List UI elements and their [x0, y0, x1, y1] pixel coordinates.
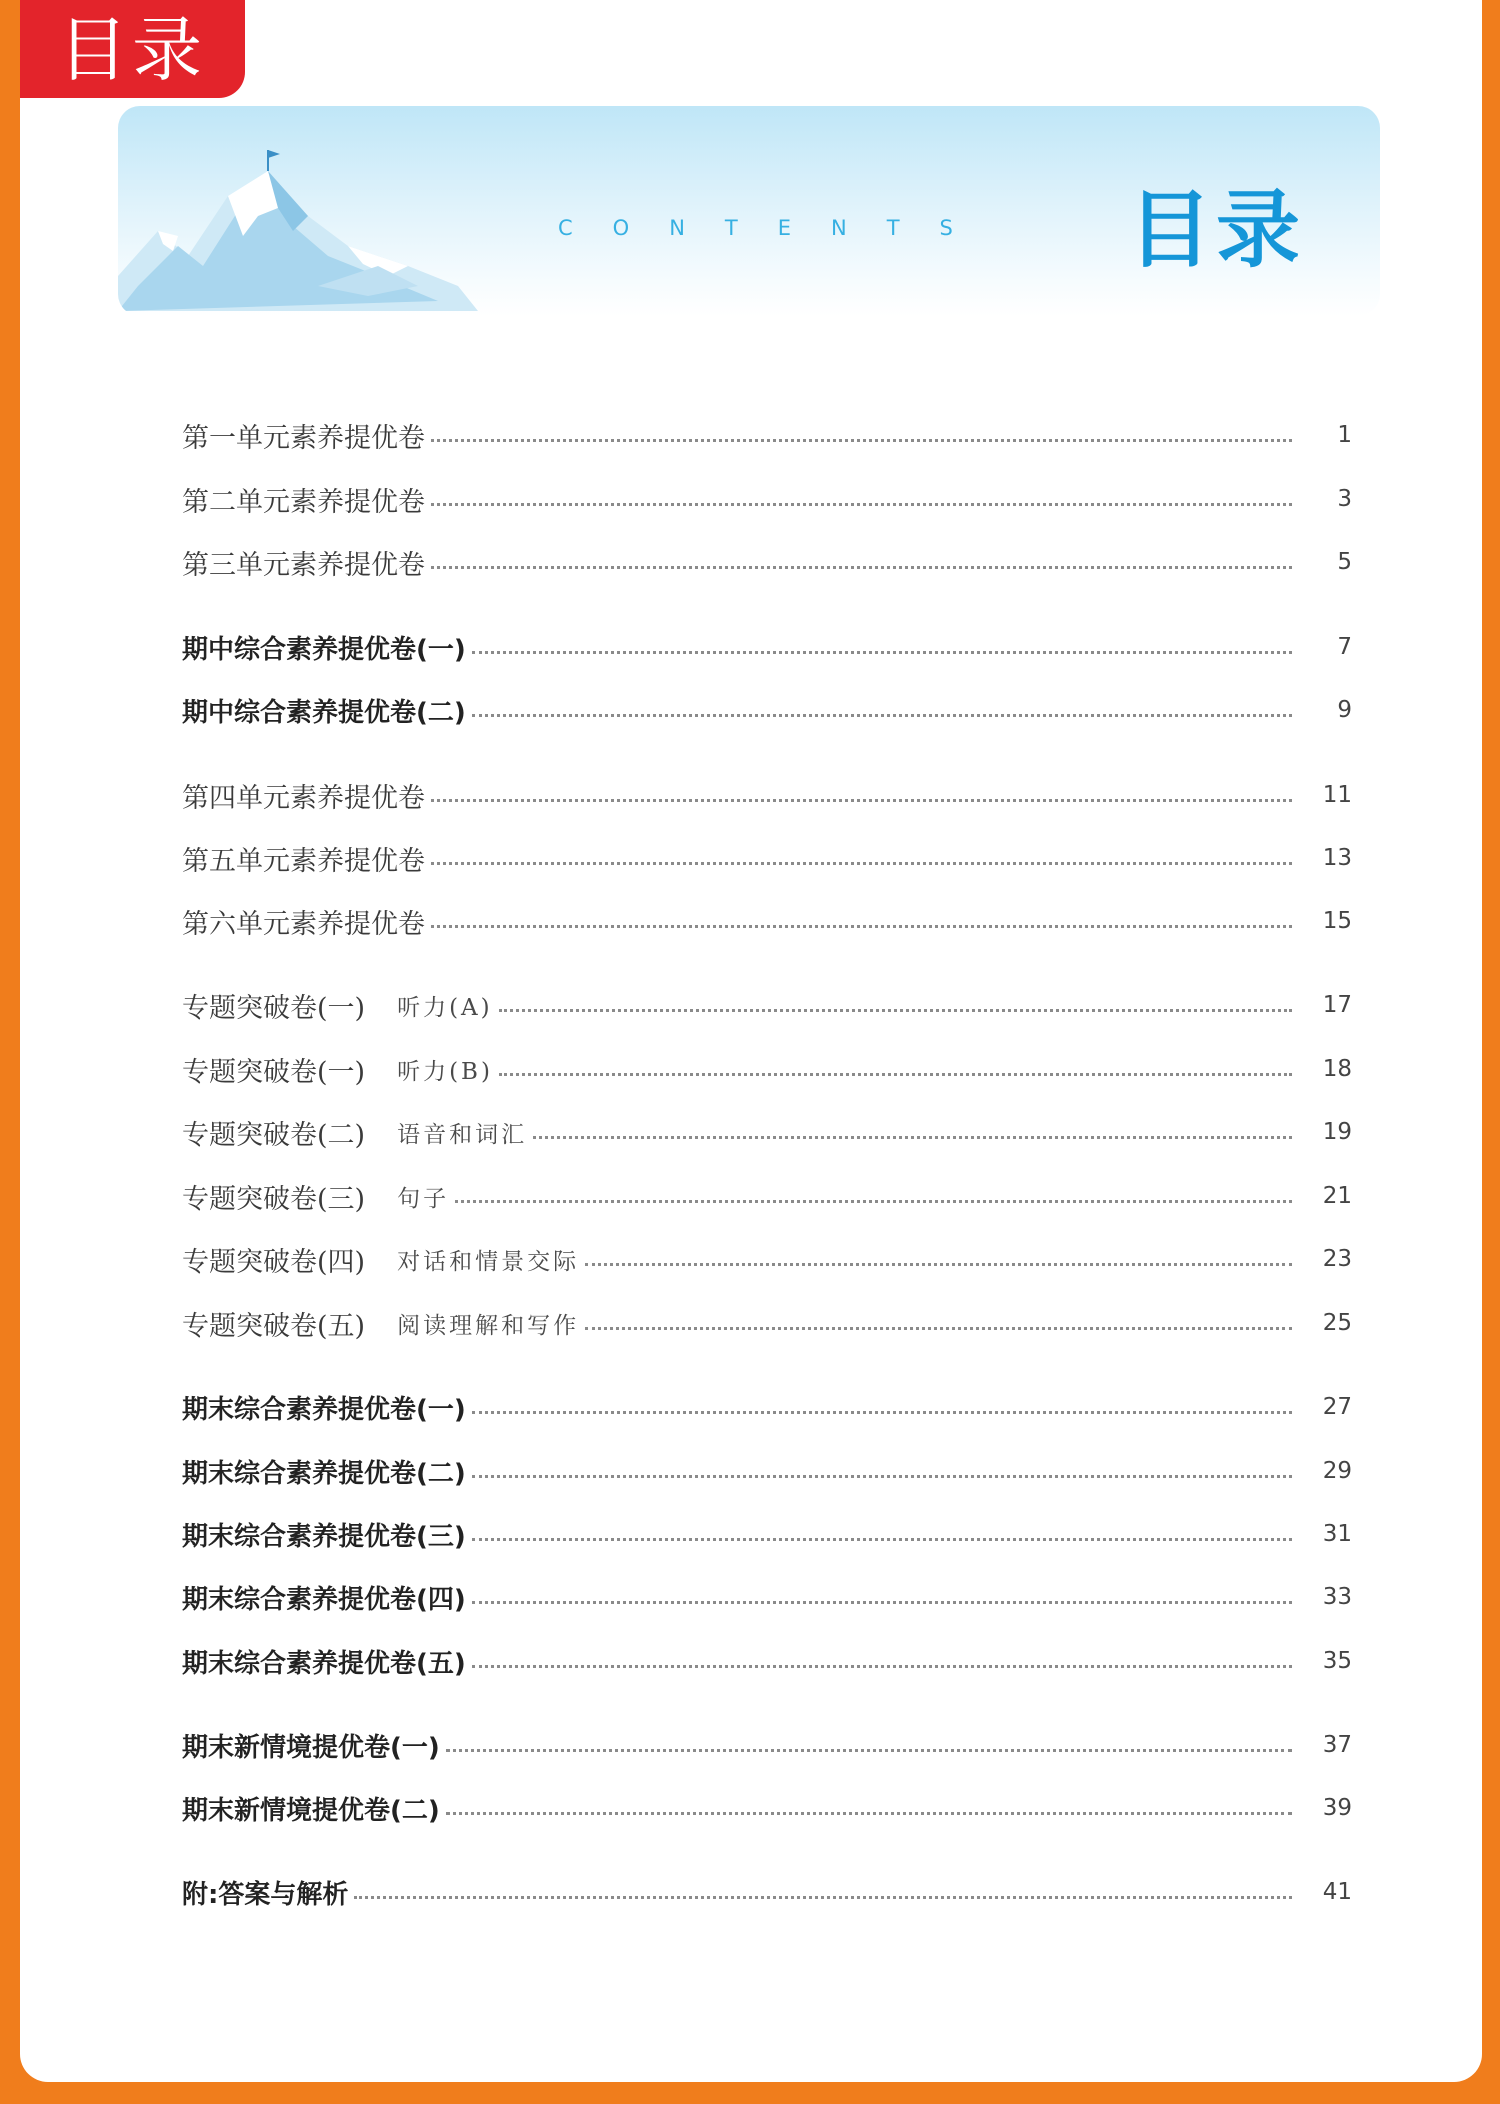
- toc-entry-page-number: 11: [1322, 782, 1352, 808]
- dot-leader: [431, 503, 1292, 506]
- toc-entry-subtitle: 听力(A): [397, 994, 493, 1021]
- toc-entry-page-number: 23: [1322, 1246, 1352, 1272]
- page-card: [20, 0, 1482, 2082]
- dot-leader: [446, 1749, 1292, 1752]
- toc-entry-title: 期末综合素养提优卷(五): [182, 1648, 466, 1679]
- toc-entry-title: 期末综合素养提优卷(四): [182, 1584, 466, 1615]
- dot-leader: [431, 862, 1292, 865]
- toc-entry-title: 专题突破卷(三): [182, 1183, 366, 1215]
- banner-title: 目录: [1128, 181, 1305, 279]
- toc-entry: [182, 410, 1352, 460]
- toc-entry-page-number: 13: [1322, 845, 1352, 871]
- toc-entry-page-number: 7: [1337, 634, 1352, 660]
- toc-entry-title: 期末新情境提优卷(二): [182, 1795, 440, 1826]
- dot-leader: [431, 439, 1292, 442]
- contents-word: CONTENTS: [558, 216, 993, 240]
- dot-leader: [431, 925, 1292, 928]
- toc-entry-title: 第六单元素养提优卷: [182, 908, 425, 940]
- toc-entry-subtitle: 对话和情景交际: [397, 1248, 580, 1275]
- toc-entry-title: 第二单元素养提优卷: [182, 486, 425, 518]
- toc-entry: [182, 474, 1352, 524]
- toc-entry-title: 期末新情境提优卷(一): [182, 1732, 440, 1763]
- toc-entry: [182, 1107, 1352, 1157]
- dot-leader: [472, 1665, 1292, 1668]
- dot-leader: [533, 1136, 1292, 1139]
- toc-entry-page-number: 33: [1322, 1584, 1352, 1610]
- toc-entry: [182, 1572, 1352, 1622]
- toc-entry: [182, 896, 1352, 946]
- toc-entry: [182, 1171, 1352, 1221]
- toc-entry-page-number: 1: [1337, 422, 1352, 448]
- toc-entry: [182, 1636, 1352, 1686]
- toc-entry: [182, 1720, 1352, 1770]
- toc-entry-subtitle: 语音和词汇: [397, 1121, 528, 1148]
- toc-entry: [182, 1867, 1352, 1917]
- dot-leader: [472, 651, 1292, 654]
- toc-entry-title: 第五单元素养提优卷: [182, 845, 425, 877]
- toc-entry-title: 专题突破卷(一): [182, 1056, 366, 1088]
- toc-entry-title: 专题突破卷(四): [182, 1246, 366, 1278]
- toc-entry: [182, 980, 1352, 1030]
- contents-banner: [118, 106, 1380, 316]
- toc-entry-title: 期末综合素养提优卷(三): [182, 1521, 466, 1552]
- dot-leader: [431, 566, 1292, 569]
- toc-entry-title: 期末综合素养提优卷(一): [182, 1394, 466, 1425]
- toc-entry-page-number: 9: [1337, 697, 1352, 723]
- dot-leader: [585, 1263, 1292, 1266]
- toc-entry-page-number: 25: [1322, 1310, 1352, 1336]
- dot-leader: [446, 1812, 1292, 1815]
- mountain-illustration: [118, 136, 478, 316]
- toc-entry-title: 期中综合素养提优卷(二): [182, 697, 466, 728]
- toc-entry-page-number: 29: [1322, 1458, 1352, 1484]
- dot-leader: [499, 1009, 1292, 1012]
- corner-tab-label: 目录: [58, 9, 206, 91]
- toc-entry-title: 专题突破卷(二): [182, 1119, 366, 1151]
- dot-leader: [585, 1327, 1292, 1330]
- dot-leader: [472, 1475, 1292, 1478]
- toc-entry-page-number: 39: [1322, 1795, 1352, 1821]
- toc-entry: [182, 1509, 1352, 1559]
- dot-leader: [472, 1411, 1292, 1414]
- dot-leader: [472, 1538, 1292, 1541]
- toc-entry-page-number: 3: [1337, 486, 1352, 512]
- toc-entry: [182, 1382, 1352, 1432]
- dot-leader: [472, 1601, 1292, 1604]
- dot-leader: [455, 1200, 1292, 1203]
- toc-entry-title: 第一单元素养提优卷: [182, 422, 425, 454]
- toc-entry: [182, 537, 1352, 587]
- toc-entry-page-number: 21: [1322, 1183, 1352, 1209]
- toc-entry: [182, 833, 1352, 883]
- toc-entry: [182, 622, 1352, 672]
- toc-entry-title: 期中综合素养提优卷(一): [182, 634, 466, 665]
- toc-entry-page-number: 18: [1322, 1056, 1352, 1082]
- toc-entry-page-number: 17: [1322, 992, 1352, 1018]
- toc-entry-subtitle: 句子: [397, 1185, 450, 1212]
- toc-entry-page-number: 37: [1322, 1732, 1352, 1758]
- toc-entry: [182, 1298, 1352, 1348]
- toc-entry-page-number: 31: [1322, 1521, 1352, 1547]
- toc-entry-page-number: 27: [1322, 1394, 1352, 1420]
- toc-entry-title: 专题突破卷(一): [182, 992, 366, 1024]
- toc-entry: [182, 1044, 1352, 1094]
- toc-entry-page-number: 19: [1322, 1119, 1352, 1145]
- corner-tab: [20, 0, 245, 98]
- toc-entry: [182, 685, 1352, 735]
- toc-entry-title: 期末综合素养提优卷(二): [182, 1458, 466, 1489]
- toc-entry: [182, 1446, 1352, 1496]
- toc-entry: [182, 1234, 1352, 1284]
- dot-leader: [499, 1073, 1292, 1076]
- toc-entry-page-number: 35: [1322, 1648, 1352, 1674]
- toc-entry-subtitle: 听力(B): [397, 1058, 493, 1085]
- toc-entry-title: 专题突破卷(五): [182, 1310, 366, 1342]
- toc-entry-page-number: 41: [1322, 1879, 1352, 1905]
- toc-entry-title: 第四单元素养提优卷: [182, 782, 425, 814]
- toc-entry: [182, 770, 1352, 820]
- toc-entry-subtitle: 阅读理解和写作: [397, 1312, 580, 1339]
- toc-entry-title: 附:答案与解析: [182, 1879, 349, 1910]
- dot-leader: [354, 1896, 1292, 1899]
- dot-leader: [431, 799, 1292, 802]
- toc-entry: [182, 1783, 1352, 1833]
- toc-entry-page-number: 5: [1337, 549, 1352, 575]
- toc-entry-page-number: 15: [1322, 908, 1352, 934]
- toc-entry-title: 第三单元素养提优卷: [182, 549, 425, 581]
- dot-leader: [472, 714, 1292, 717]
